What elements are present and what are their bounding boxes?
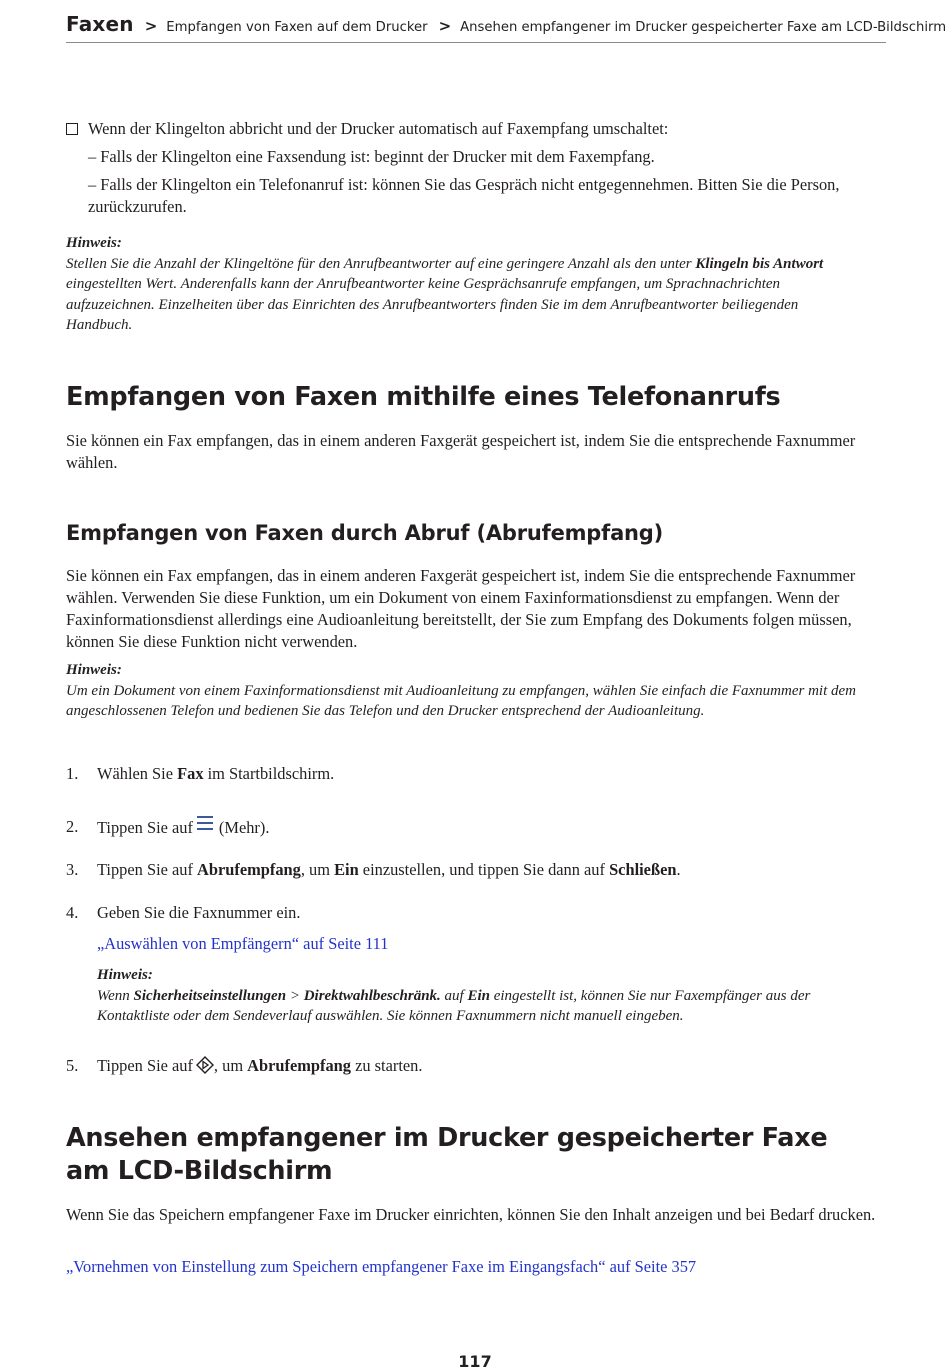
section-heading: Empfangen von Faxen mithilfe eines Telefonanrufs (66, 382, 781, 412)
sub-item: – Falls der Klingelton eine Faxsendung ist: beginnt der Drucker mit dem Faxempfang. (88, 147, 655, 166)
step-text: Tippen Sie auf (97, 860, 198, 879)
note-title: Hinweis: (97, 967, 153, 983)
step-number: 2. (66, 817, 79, 836)
step-text: Tippen Sie auf (97, 818, 193, 837)
breadcrumb-item[interactable]: Empfangen von Faxen auf dem Drucker (166, 20, 428, 35)
note-text: Um ein Dokument von einem Faxinformationsdienst mit Audioanleitung zu empfangen, wählen Sie einfach die Faxnummer mit dem angeschlossenen Telefon und bedienen Sie das Telefon und den Drucker entsprechend der Audioanleitung. (66, 682, 856, 719)
note-title: Hinweis: (66, 235, 122, 251)
breadcrumb-item[interactable]: Ansehen empfangener im Drucker gespeicherter Faxe am LCD-Bildschirm (460, 20, 947, 35)
note-bold-term: Direktwahlbeschränk. (303, 987, 441, 1004)
step-text: zu starten. (350, 1056, 423, 1075)
step-text: einzustellen, und tippen Sie dann auf (358, 860, 610, 879)
step-bold-term: Schließen (609, 860, 677, 879)
paragraph: Wenn Sie das Speichern empfangener Faxe im Drucker einrichten, können Sie den Inhalt anzeigen und bei Bedarf drucken. (66, 1205, 876, 1224)
menu-icon (197, 816, 213, 830)
note-box (97, 965, 886, 1027)
note-text: auf (440, 987, 468, 1004)
related-link[interactable]: „Auswählen von Empfängern“ auf Seite 111 (97, 934, 389, 953)
step-bold-term: Ein (334, 860, 359, 879)
sub-item: – Falls der Klingelton ein Telefonanruf ist: können Sie das Gespräch nicht entgegennehmen. Bitten Sie die Person, zurückzurufen. (88, 175, 840, 216)
related-link[interactable]: „Vornehmen von Einstellung zum Speichern empfangener Faxe im Eingangsfach“ auf Seite 357 (66, 1257, 697, 1276)
related-link-row (97, 933, 886, 955)
note-box (66, 233, 866, 336)
start-icon (196, 1056, 214, 1074)
note-title: Hinweis: (66, 662, 122, 678)
header-title: Faxen (66, 12, 134, 36)
note-text: eingestellt ist, können Sie nur Faxempfänger aus der Kontaktliste oder dem Sendeverlauf auswählen. Sie können Faxnummern nicht manuell eingeben. (97, 987, 811, 1024)
breadcrumb-separator: > (438, 17, 452, 35)
step-bold-term: Abrufempfang (197, 860, 301, 879)
note-text: Wenn (97, 987, 134, 1004)
note-bold-term: Klingeln bis Antwort (695, 255, 824, 272)
page-header (66, 12, 947, 43)
bullet-text: Wenn der Klingelton abbricht und der Drucker automatisch auf Faxempfang umschaltet: (88, 119, 669, 138)
step-text: , um (213, 1056, 248, 1075)
step-text: Wählen Sie (97, 764, 178, 783)
step-text: im Startbildschirm. (203, 764, 335, 783)
step-number: 5. (66, 1056, 79, 1075)
bullet-item (66, 118, 886, 140)
note-bold-term: Sicherheitseinstellungen (133, 987, 287, 1004)
bullet-box-icon (66, 123, 78, 135)
step-text: Tippen Sie auf (97, 1056, 193, 1075)
breadcrumb-separator: > (144, 17, 158, 35)
step-number: 3. (66, 860, 79, 879)
related-link-row (66, 1256, 886, 1278)
step-text: . (676, 860, 681, 879)
paragraph: Sie können ein Fax empfangen, das in einem anderen Faxgerät gespeichert ist, indem Sie die entsprechende Faxnummer wählen. (66, 431, 856, 472)
step-text: (Mehr). (218, 818, 270, 837)
note-text: eingestellten Wert. Anderenfalls kann der Anrufbeantworter keine Gesprächsanrufe empfangen, um Sprachnachrichten aufzuzeichnen. Einzelheiten über das Einrichten des Anrufbeantworters finden Sie im dem Anrufbeantworter beiliegenden Handbuch. (66, 276, 799, 333)
subsection-heading: Empfangen von Faxen durch Abruf (Abrufempfang) (66, 521, 664, 545)
step-number: 4. (66, 903, 79, 922)
note-text: > (286, 987, 304, 1004)
paragraph: Sie können ein Fax empfangen, das in einem anderen Faxgerät gespeichert ist, indem Sie die entsprechende Faxnummer wählen. Verwenden Sie diese Funktion, um ein Dokument von einem Faxinformationsdienst zu empfangen. Wenn der Faxinformationsdienst allerdings eine Audioanleitung bereitstellt, der Sie zum Empfang des Dokuments folgen müssen, können Sie diese Funktion nicht verwenden. (66, 566, 856, 651)
step-text: , um (300, 860, 335, 879)
section-heading: Ansehen empfangener im Drucker gespeicherter Faxe am LCD-Bildschirm (66, 1123, 828, 1186)
note-text: Stellen Sie die Anzahl der Klingeltöne für den Anrufbeantworter auf eine geringere Anzahl als den unter (66, 255, 696, 272)
step-bold-term: Fax (177, 764, 204, 783)
note-bold-term: Ein (467, 987, 490, 1004)
note-box (66, 660, 866, 722)
step-bold-term: Abrufempfang (247, 1056, 351, 1075)
page-number: 117 (458, 1352, 492, 1371)
step-number: 1. (66, 764, 79, 783)
step-text: Geben Sie die Faxnummer ein. (97, 903, 301, 922)
